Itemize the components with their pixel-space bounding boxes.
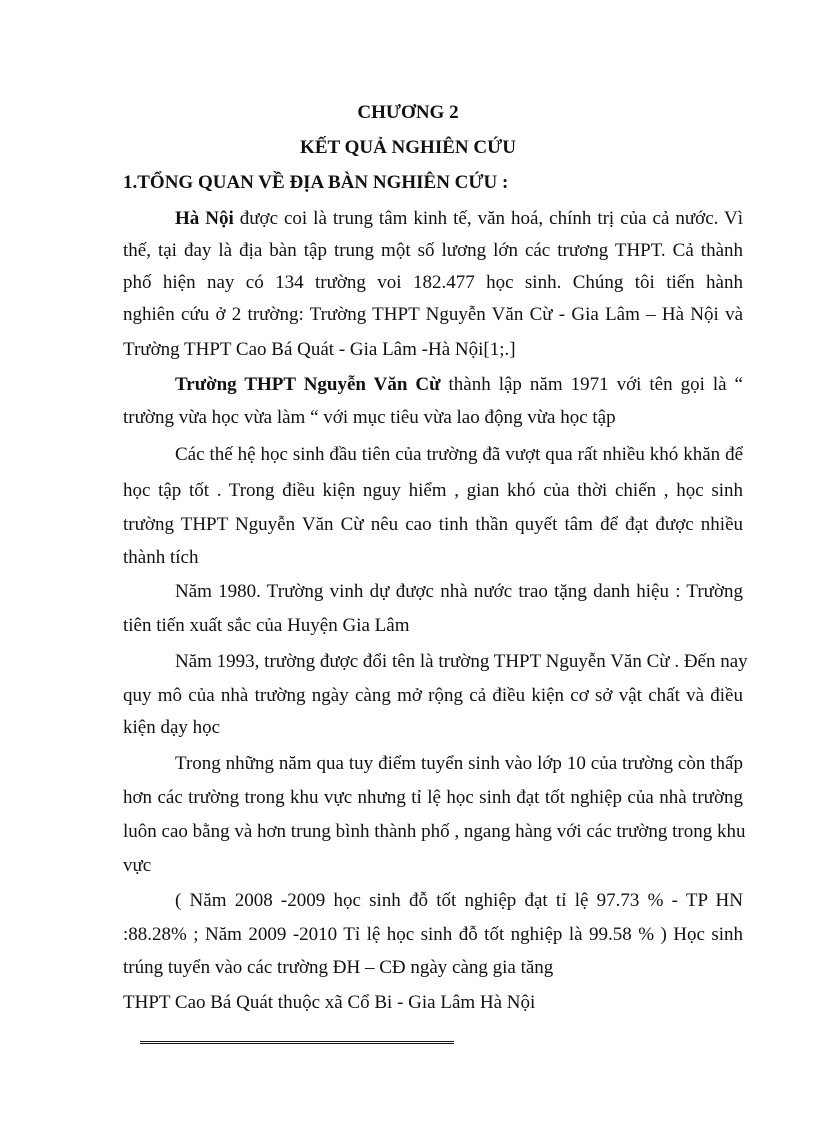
- paragraph-line: trường vừa học vừa làm “ với mục tiêu vừa lao động vừa học tập: [123, 407, 616, 428]
- paragraph-line: nghiên cứu ở 2 trường: Trường THPT Nguyễn Văn Cừ - Gia Lâm – Hà Nội và: [123, 304, 743, 325]
- paragraph-line: Trường THPT Cao Bá Quát - Gia Lâm -Hà Nội[1;.]: [123, 339, 516, 360]
- footnote-separator: [140, 1041, 454, 1044]
- paragraph-line: Các thế hệ học sinh đầu tiên của trường đã vượt qua rất nhiều khó khăn để: [175, 444, 743, 465]
- section-heading: 1.TỔNG QUAN VỀ ĐỊA BÀN NGHIÊN CỨU :: [123, 172, 509, 193]
- paragraph-line: trúng tuyển vào các trường ĐH – CĐ ngày càng gia tăng: [123, 957, 554, 978]
- paragraph-line: học tập tốt . Trong điều kiện nguy hiểm , gian khó của thời chiến , học sinh: [123, 480, 743, 501]
- paragraph-line: Năm 1993, trường được đổi tên là trường THPT Nguyễn Văn Cừ . Đến nay: [175, 651, 748, 672]
- paragraph-line: THPT Cao Bá Quát thuộc xã Cổ Bi - Gia Lâm Hà Nội: [123, 992, 536, 1013]
- chapter-number: CHƯƠNG 2: [357, 102, 459, 123]
- chapter-title: KẾT QUẢ NGHIÊN CỨU: [300, 137, 516, 158]
- bold-term: Trường THPT Nguyễn Văn Cừ: [175, 374, 441, 395]
- paragraph-line: Hà Nội được coi là trung tâm kinh tế, văn hoá, chính trị của cả nước. Vì: [175, 208, 744, 229]
- paragraph-line: :88.28% ; Năm 2009 -2010 Tỉ lệ học sinh đỗ tốt nghiệp là 99.58 % ) Học sinh: [123, 924, 743, 945]
- paragraph-line: trường THPT Nguyễn Văn Cừ nêu cao tinh thần quyết tâm để đạt được nhiều: [123, 514, 743, 535]
- paragraph-line: tiên tiến xuất sắc của Huyện Gia Lâm: [123, 615, 410, 636]
- paragraph-line: vực: [123, 855, 152, 876]
- paragraph-line: quy mô của nhà trường ngày càng mở rộng cả điều kiện cơ sở vật chất và điều: [123, 685, 743, 706]
- paragraph-line: thế, tại đay là địa bàn tập trung một số lương lớn các trương THPT. Cả thành: [123, 240, 743, 261]
- paragraph-line: Trường THPT Nguyễn Văn Cừ thành lập năm 1971 với tên gọi là “: [175, 374, 743, 395]
- paragraph-line: ( Năm 2008 -2009 học sinh đỗ tốt nghiệp đạt tỉ lệ 97.73 % - TP HN: [175, 890, 743, 911]
- paragraph-line: hơn các trường trong khu vực nhưng tỉ lệ học sinh đạt tốt nghiệp của nhà trường: [123, 787, 743, 808]
- paragraph-line: Trong những năm qua tuy điểm tuyển sinh vào lớp 10 của trường còn thấp: [175, 753, 743, 774]
- paragraph-line: Năm 1980. Trường vinh dự được nhà nước trao tặng danh hiệu : Trường: [175, 581, 743, 602]
- paragraph-line: luôn cao bằng và hơn trung bình thành phố , ngang hàng với các trường trong khu: [123, 821, 746, 842]
- bold-term: Hà Nội: [175, 208, 234, 229]
- paragraph-line: phố hiện nay có 134 trường voi 182.477 học sinh. Chúng tôi tiến hành: [123, 272, 743, 293]
- paragraph-line: thành tích: [123, 547, 199, 568]
- paragraph-line: kiện dạy học: [123, 717, 221, 738]
